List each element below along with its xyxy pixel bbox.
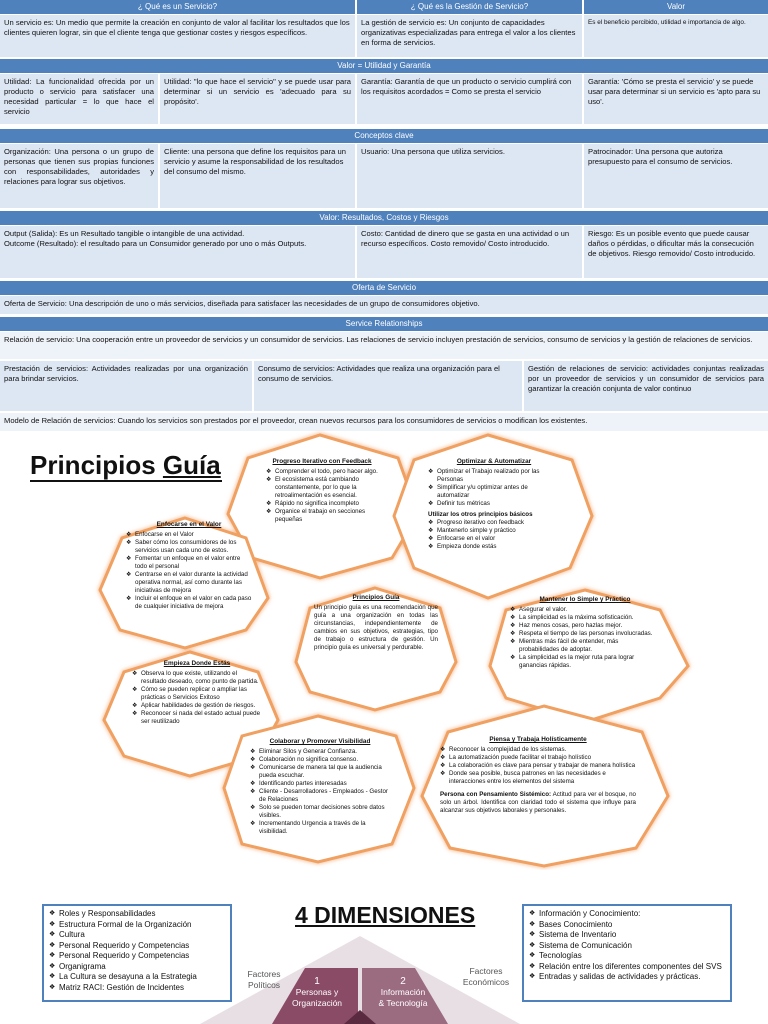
colaborar-item: ❖ Solo se pueden tomar decisiones sobre datos visibles. — [259, 804, 390, 820]
center-title: Principios Guía — [352, 594, 400, 601]
progreso-title: Progreso Iterativo con Feedback — [272, 458, 372, 465]
dim-left-item: ❖ Organigrama — [59, 962, 225, 973]
dim-right-item: ❖ Información y Conocimiento: — [539, 909, 725, 920]
mantener-item: ❖ Asegurar el valor. — [519, 606, 660, 614]
enfocarse-item: ❖ Fomentar un enfoque en el valor entre todo el personal — [135, 555, 252, 571]
dim-left-item: ❖ Personal Requerido y Competencias — [59, 941, 225, 952]
optimizar-item2: ❖ Mantenerlo simple y práctico — [437, 527, 560, 535]
cell-organizacion: Organización: Una persona o un grupo de personas que tienen sus propias funciones con responsabilidades, autoridades y relaciones para lograr sus objetivos. — [0, 144, 158, 208]
hept-mantener — [510, 596, 660, 670]
header-gestion: ¿ Qué es la Gestión de Servicio? — [357, 0, 582, 14]
progreso-item: ❖ Comprender el todo, pero hacer algo. — [275, 468, 378, 476]
progreso-item: ❖ El ecosistema está cambiando constantemente, por lo que la retroalimentación es esencial. — [275, 476, 378, 500]
dim-right-item: ❖ Tecnologías — [539, 951, 725, 962]
optimizar-item2: ❖ Progreso iterativo con feedback — [437, 519, 560, 527]
colaborar-item: ❖ Identificando partes interesadas — [259, 780, 390, 788]
dimensiones-title — [295, 902, 475, 929]
progreso-item: ❖ Organice el trabajo en secciones pequeñas — [275, 508, 378, 524]
colaborar-item: ❖ Colaboración no significa consenso. — [259, 756, 390, 764]
cell-garantia-1: Garantía: Garantía de que un producto o servicio cumplirá con los requisitos acordados = Como se presta el servicio — [357, 74, 582, 124]
piensa-item: ❖ Donde sea posible, busca patrones en las necesidades e interacciones entre los elementos del sistema — [449, 770, 636, 786]
cell-gestion-relaciones: Gestión de relaciones de servicio: actividades conjuntas realizadas por un proveedor de servicios y un consumidor de servicios para garantizar la creación conjunta de valor continuo — [524, 361, 768, 411]
progreso-item: ❖ Rápido no significa incompleto — [275, 500, 378, 508]
header-servicio: ¿ Qué es un Servicio? — [0, 0, 355, 14]
section-utilidad: Valor = Utilidad y Garantía — [0, 59, 768, 73]
cell-oferta: Oferta de Servicio: Una descripción de uno o más servicios, diseñada para satisfacer las necesidades de un grupo de consumidores objetivo. — [0, 296, 768, 314]
hept-optimizar — [428, 458, 560, 551]
cell-output-outcome: Output (Salida): Es un Resultado tangible o intangible de una actividad. Outcome (Resultado): el resultado para un Consumidor generado por uno o más Outputs. — [0, 226, 355, 278]
mantener-item: ❖ La simplicidad es la mejor ruta para lograr ganancias rápidas. — [519, 654, 660, 670]
empieza-item: ❖ Aplicar habilidades de gestión de riesgos. — [141, 702, 262, 710]
cell-garantia-2: Garantía: 'Cómo se presta el servicio' y se puede usar para determinar si un servicio es 'apto para su uso'. — [584, 74, 768, 124]
dimensiones-title-text: 4 DIMENSIONES — [295, 902, 476, 928]
dim-right-item: ❖ Sistema de Comunicación — [539, 941, 725, 952]
cell-gestion-def: La gestión de servicio es: Un conjunto de capacidades organizativas especializadas para entrega el valor a los clientes en forma de servicios. — [357, 15, 582, 57]
optimizar-item2: ❖ Enfocarse en el valor — [437, 535, 560, 543]
optimizar-title: Optimizar & Automatizar — [456, 458, 532, 465]
cell-patrocinador: Patrocinador: Una persona que autoriza presupuesto para el consumo de servicios. — [584, 144, 768, 208]
cell-cliente: Cliente: una persona que define los requisitos para un servicio y asume la responsabilidad de los resultados del consumo del mismo. — [160, 144, 355, 208]
dim-right-item: ❖ Sistema de Inventario — [539, 930, 725, 941]
enfocarse-item: ❖ Centrarse en el valor durante la actividad operativa normal, así como durante las iniciativas de mejora — [135, 571, 252, 595]
colaborar-title: Colaborar y Promover Visibilidad — [269, 738, 371, 745]
mantener-item: ❖ Haz menos cosas, pero hazlas mejor. — [519, 622, 660, 630]
enfocarse-item: ❖ Incluir el enfoque en el valor en cada paso de cualquier iniciativa de mejora — [135, 595, 252, 611]
piensa-item: ❖ Reconocer la complejidad de los sistemas. — [449, 746, 636, 754]
dim-right-item: ❖ Bases Conocimiento — [539, 920, 725, 931]
piensa-title: Piensa y Trabaja Holísticamente — [489, 736, 587, 743]
enfocarse-item: ❖ Saber cómo los consumidores de los servicios usan cada uno de estos. — [135, 539, 252, 555]
dim-right-item: ❖ Entradas y salidas de actividades y prácticas. — [539, 972, 725, 983]
piensa-note-text: Actitud para ver el bosque, no solo un árbol. Identifica con claridad todo el sistema que influye para alcanzar sus objetivos laborales y personales. — [440, 791, 636, 814]
optimizar-item: ❖ Simplificar y/u optimizar antes de automatizar — [437, 484, 560, 500]
header-valor: Valor — [584, 0, 768, 14]
hept-center — [314, 594, 438, 652]
dim2-label-block — [364, 976, 442, 1009]
optimizar-item: ❖ Definir tus métricas — [437, 500, 560, 508]
mantener-item: ❖ Mientras más fácil de entender, más probabilidades de adoptar. — [519, 638, 660, 654]
section-valor-rcr: Valor: Resultados, Costos y Riesgos — [0, 211, 768, 225]
dim-left-item: ❖ Cultura — [59, 930, 225, 941]
dim-left-item: ❖ Personal Requerido y Competencias — [59, 951, 225, 962]
colaborar-item: ❖ Cliente - Desarrolladores - Empleados - Gestor de Relaciones — [259, 788, 390, 804]
enfocarse-item: ❖ Enfocarse en el Valor — [135, 531, 252, 539]
colaborar-item: ❖ Comunicarse de manera tal que la audiencia pueda escuchar. — [259, 764, 390, 780]
cell-consumo: Consumo de servicios: Actividades que realiza una organización para el consumo de servicios. — [254, 361, 522, 411]
empieza-item: ❖ Cómo se pueden replicar o ampliar las prácticas o Servicios Exitoso — [141, 686, 262, 702]
optimizar-item: ❖ Optimizar el Trabajo realizado por las Personas — [437, 468, 560, 484]
section-oferta: Oferta de Servicio — [0, 281, 768, 295]
colaborar-item: ❖ Eliminar Silos y Generar Confianza. — [259, 748, 390, 756]
hept-progreso — [266, 458, 378, 524]
piensa-item: ❖ La automatización puede facilitar el trabajo holístico — [449, 754, 636, 762]
mantener-item: ❖ La simplicidad es la máxima sofisticación. — [519, 614, 660, 622]
cell-costo: Costo: Cantidad de dinero que se gasta en una actividad o un recurso específicos. Costo removido/ Costo introducido. — [357, 226, 582, 278]
section-conceptos: Conceptos clave — [0, 129, 768, 143]
optimizar-subtitle: Utilizar los otros principios básicos — [428, 511, 533, 518]
principios-title-b: Guía — [162, 450, 221, 480]
dim1-label-block — [278, 976, 356, 1009]
cell-prestacion: Prestación de servicios: Actividades realizadas por una organización para brindar servicios. — [0, 361, 252, 411]
mantener-title: Mantener lo Simple y Práctico — [539, 596, 631, 603]
cell-usuario: Usuario: Una persona que utiliza servicios. — [357, 144, 582, 208]
enfocarse-title: Enfocarse en el Valor — [156, 521, 222, 528]
cell-relacion: Relación de servicio: Una cooperación entre un proveedor de servicios y un consumidor de servicios. Las relaciones de servicio incluyen prestación de servicios, consumo de servicios y la gestión de relaciones de servicios. — [0, 332, 768, 359]
hept-colaborar — [250, 738, 390, 836]
empieza-title: Empieza Donde Estás — [163, 660, 231, 667]
colaborar-item: ❖ Incrementando Urgencia a través de la visibilidad. — [259, 820, 390, 836]
empieza-item: ❖ Observa lo que existe, utilizando el resultado deseado, como punto de partida. — [141, 670, 262, 686]
principios-title-a: Principios — [30, 450, 163, 480]
dim2-label: Información & Tecnología — [378, 987, 428, 1008]
hept-empieza — [132, 660, 262, 726]
cell-utilidad-1: Utilidad: La funcionalidad ofrecida por un producto o servicio para satisfacer una necesidad particular = lo que hace el servicio — [0, 74, 158, 124]
cell-valor-def: Es el beneficio percibido, utilidad e importancia de algo. — [584, 15, 768, 57]
dim1-number: 1 — [314, 976, 320, 987]
section-relationships: Service Relationships — [0, 317, 768, 331]
empieza-item: ❖ Reconocer si nada del estado actual puede ser reutilizado — [141, 710, 262, 726]
piensa-item: ❖ La colaboración es clave para pensar y trabajar de manera holística — [449, 762, 636, 770]
dim-right-item: ❖ Relación entre los diferentes componentes del SVS — [539, 962, 725, 973]
cell-riesgo: Riesgo: Es un posible evento que puede causar daños o pérdidas, o dificultar más la consecución de objetivos. Riesgo removido/ Costo introducido. — [584, 226, 768, 278]
piensa-note — [440, 791, 636, 815]
dim-left-item: ❖ Matriz RACI: Gestión de Incidentes — [59, 983, 225, 994]
optimizar-item2: ❖ Empieza donde estás — [437, 543, 560, 551]
cell-modelo: Modelo de Relación de servicios: Cuando los servicios son prestados por el proveedor, crean nuevos recursos para los consumidores de servicios o modifican los existentes. — [0, 413, 768, 431]
piensa-note-label: Persona con Pensamiento Sistémico: — [440, 791, 552, 798]
mantener-item: ❖ Respeta el tiempo de las personas involucradas. — [519, 630, 660, 638]
dim1-label: Personas y Organización — [291, 987, 343, 1008]
hept-enfocarse — [126, 521, 252, 611]
hept-piensa — [440, 736, 636, 815]
center-text: Un principio guía es una recomendación que guía a una organización en todas las circunstancias, independientemente de cambios en sus objetivos, estrategias, tipo de trabajo o estructura de gestión. Un principio guía es universal y perdurable. — [314, 604, 438, 651]
cell-servicio-def: Un servicio es: Un medio que permite la creación en conjunto de valor al facilitar los resultados que los clientes quieren lograr, sin que el cliente tenga que gestionar costes y riesgos específicos. — [0, 15, 355, 57]
cell-utilidad-2: Utilidad: "lo que hace el servicio" y se puede usar para determinar si un servicio es 'adecuado para su propósito'. — [160, 74, 355, 124]
factor-politicos: Factores Políticos — [247, 969, 281, 990]
dim-left-item: ❖ La Cultura se desayuna a la Estrategia — [59, 972, 225, 983]
dim2-number: 2 — [400, 976, 406, 987]
dim-left-item: ❖ Estructura Formal de la Organización — [59, 920, 225, 931]
dim-right-box — [522, 904, 732, 1002]
factor-economicos: Factores Económicos — [462, 966, 510, 987]
dim-left-item: ❖ Roles y Responsabilidades — [59, 909, 225, 920]
